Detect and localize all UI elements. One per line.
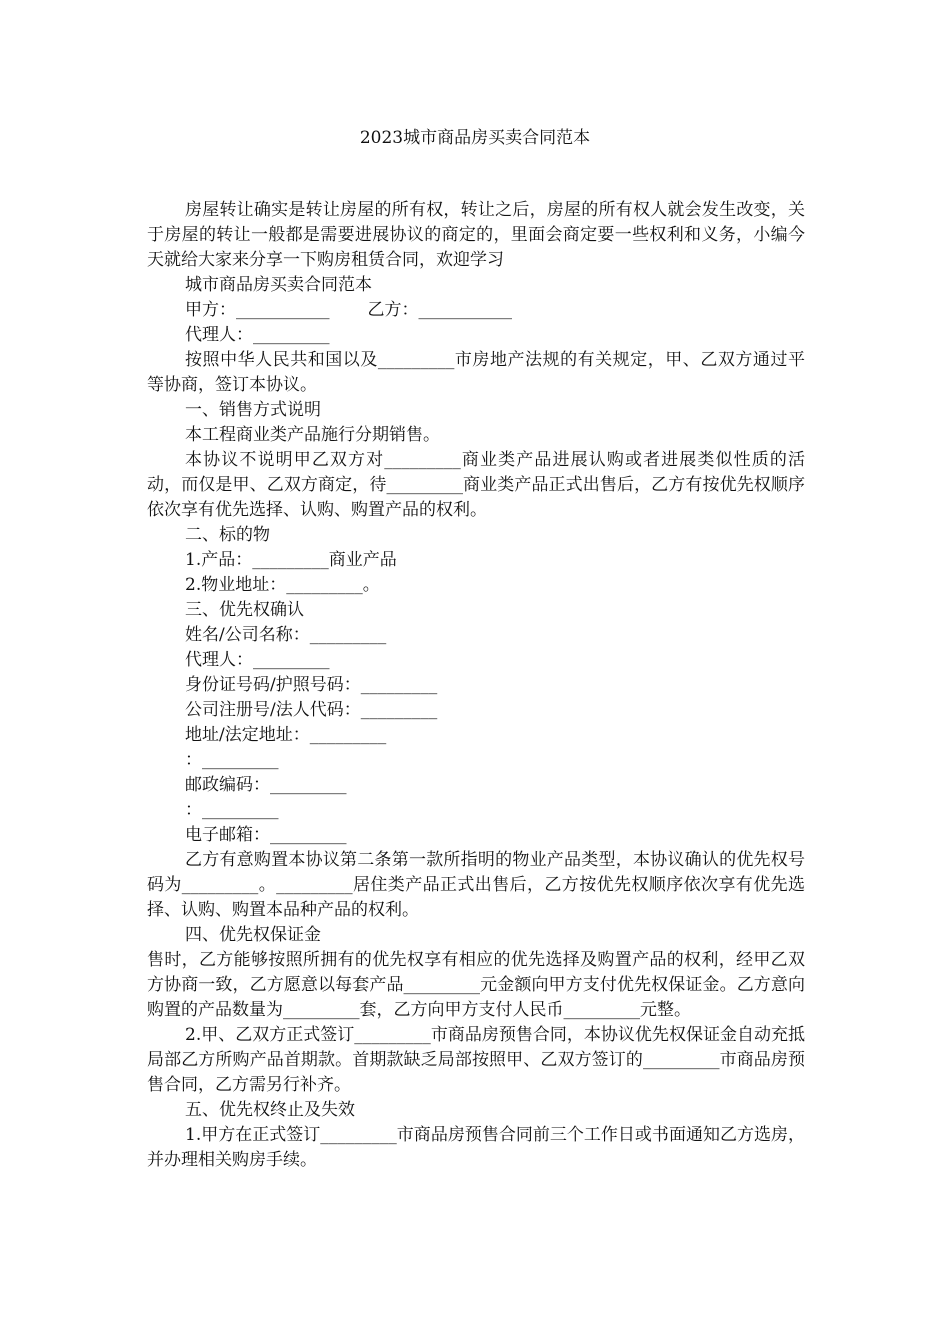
section-heading-4: 四、优先权保证金 [185, 925, 321, 945]
section-heading-1: 一、销售方式说明 [185, 400, 321, 420]
id-field: 身份证号码/护照号码：_________ [185, 675, 438, 695]
email-field: 电子邮箱：_________ [185, 825, 347, 845]
address-item: 2.物业地址：_________。 [185, 575, 380, 595]
signing-paragraph: 2.甲、乙双方正式签订_________市商品房预售合同，本协议优先权保证金自动充抵局部乙方所购产品首期款。首期款缺乏局部按照甲、乙双方签订的_________市商品房预售合同，乙方需另行补齐。 [147, 1025, 805, 1095]
section-heading-3: 三、优先权确认 [185, 600, 304, 620]
intro-paragraph: 房屋转让确实是转让房屋的所有权，转让之后，房屋的所有权人就会发生改变，关于房屋的转让一般都是需要进展协议的商定的，里面会商定要一些权利和义务，小编今天就给大家来分享一下购房租赁合同，欢迎学习 [147, 200, 805, 270]
priority-paragraph: 乙方有意购置本协议第二条第一款所指明的物业产品类型，本协议确认的优先权号码为_________。_________居住类产品正式出售后，乙方按优先权顺序依次享有优先选择、认购、购置本品种产品的权利。 [147, 850, 805, 920]
document-title: 2023城市商品房买卖合同范本 [359, 128, 591, 148]
postcode-field: 邮政编码：_________ [185, 775, 347, 795]
sale-paragraph: 本工程商业类产品施行分期销售。 [185, 425, 440, 445]
contract-name: 城市商品房买卖合同范本 [185, 275, 372, 295]
section-heading-2: 二、标的物 [185, 525, 270, 545]
termination-paragraph: 1.甲方在正式签订_________市商品房预售合同前三个工作日或书面通知乙方选房，并办理相关购房手续。 [147, 1125, 805, 1170]
section-heading-5: 五、优先权终止及失效 [185, 1100, 355, 1120]
parties-line [147, 298, 805, 323]
legal-address-field: 地址/法定地址：_________ [185, 725, 387, 745]
agent-field-2: 代理人：_________ [185, 650, 330, 670]
party-a-field: 甲方：___________ [185, 300, 330, 320]
registration-field: 公司注册号/法人代码：_________ [185, 700, 438, 720]
agent-field: 代理人：_________ [185, 325, 330, 345]
basis-paragraph: 按照中华人民共和国以及_________市房地产法规的有关规定，甲、乙双方通过平等协商，签订本协议。 [147, 350, 805, 395]
party-b-field: 乙方：___________ [367, 300, 512, 320]
deposit-paragraph: 售时，乙方能够按照所拥有的优先权享有相应的优先选择及购置产品的权利，经甲乙双方协商一致，乙方愿意以每套产品_________元金额向甲方支付优先权保证金。乙方意向购置的产品数量为_________套，乙方向甲方支付人民币_________元整。 [147, 950, 805, 1020]
name-field: 姓名/公司名称：_________ [185, 625, 387, 645]
blank-field-1: ：_________ [185, 750, 279, 770]
document-body [147, 198, 805, 1173]
blank-field-2: ：_________ [185, 800, 279, 820]
scope-paragraph: 本协议不说明甲乙双方对_________商业类产品进展认购或者进展类似性质的活动，而仅是甲、乙双方商定，待_________商业类产品正式出售后，乙方有按优先权顺序依次享有优先选择、认购、购置产品的权利。 [147, 450, 805, 520]
product-item: 1.产品：_________商业产品 [185, 550, 397, 570]
